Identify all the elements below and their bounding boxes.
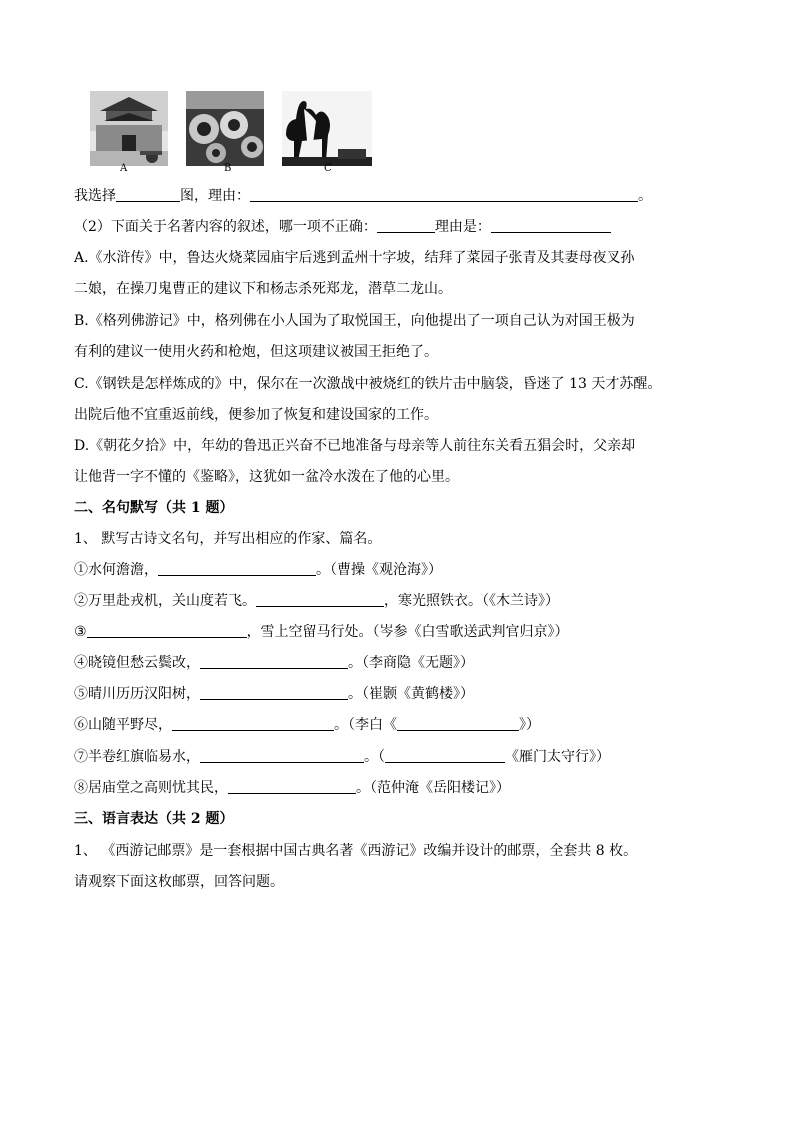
poem-8-text-b: 。（范仲淹《岳阳楼记》） — [356, 780, 510, 796]
poem-1-text-b: 。（曹操《观沧海》） — [316, 562, 442, 578]
image-label-a: A — [120, 163, 128, 174]
poem-3-blank[interactable] — [87, 623, 247, 638]
poem-5-text-a: ⑤晴川历历汉阳树， — [74, 686, 200, 702]
poem-7-author-blank[interactable] — [385, 748, 505, 763]
poem-7-text-c: 《雁门太守行》） — [505, 749, 610, 765]
poem-6-text-a: ⑥山随平野尽， — [74, 717, 172, 733]
poem-1-text-a: ①水何澹澹， — [74, 562, 158, 578]
poem-6-title-blank[interactable] — [397, 716, 519, 731]
q2-mid: 理由是： — [434, 219, 491, 235]
option-a-line2: 二娘，在操刀鬼曹正的建议下和杨志杀死郑龙，潜草二龙山。 — [74, 281, 452, 297]
poem-line-3 — [74, 622, 724, 642]
option-images — [86, 83, 386, 178]
poem-7-text-a: ⑦半卷红旗临易水， — [74, 749, 200, 765]
poem-line-8 — [74, 778, 724, 798]
image-label-c: C — [324, 163, 332, 174]
option-d-line2: 让他背一字不懂的《鉴略》，这犹如一盆冷水泼在了他的心里。 — [74, 469, 459, 485]
section-3-question-1-line2: 请观察下面这枚邮票，回答问题。 — [74, 874, 284, 890]
poem-3-text-a: ③ — [74, 624, 87, 640]
option-c-line2: 出院后他不宜重返前线，便参加了恢复和建设国家的工作。 — [74, 407, 438, 423]
option-c-line1: C.《钢铁是怎样炼成的》中，保尔在一次激战中被烧红的铁片击中脑袋，昏迷了 13 天才苏醒。 — [74, 376, 662, 392]
poem-line-1 — [74, 560, 724, 580]
option-a-line1: A.《水浒传》中，鲁达火烧菜园庙宇后逃到孟州十字坡，结拜了菜园子张青及其妻母夜叉孙 — [74, 250, 635, 266]
q2-line — [74, 217, 724, 237]
poem-6-text-b: 。（李白《 — [334, 717, 397, 733]
q2-answer-blank[interactable] — [377, 218, 435, 233]
poem-line-2 — [74, 591, 724, 611]
option-d-line1: D.《朝花夕拾》中，年幼的鲁迅正兴奋不已地准备与母亲等人前往东关看五猖会时，父亲却 — [74, 438, 636, 454]
gate-tower-image — [90, 91, 168, 166]
poem-8-text-a: ⑧居庙堂之高则忧其民， — [74, 780, 228, 796]
choose-end: 。 — [638, 188, 652, 204]
poem-line-5 — [74, 684, 724, 704]
poem-6-text-c: 》） — [519, 717, 540, 733]
poem-2-blank[interactable] — [256, 592, 384, 607]
poem-line-6 — [74, 715, 724, 735]
section-2-question-1: 1、 默写古诗文名句，并写出相应的作家、篇名。 — [74, 531, 382, 547]
section-2-title: 二、名句默写（共 1 题） — [74, 500, 234, 516]
poem-4-blank[interactable] — [200, 654, 348, 669]
choose-mid: 图，理由： — [180, 188, 250, 204]
poem-5-blank[interactable] — [200, 685, 348, 700]
poem-4-text-b: 。（李商隐《无题》） — [348, 655, 474, 671]
poem-2-text-a: ②万里赴戎机，关山度若飞。 — [74, 593, 256, 609]
poem-line-4 — [74, 653, 724, 673]
poem-3-text-b: ，雪上空留马行处。（岑参《白雪歌送武判官归京》） — [246, 624, 569, 640]
section-3-title: 三、语言表达（共 2 题） — [74, 811, 234, 827]
q2-reason-blank[interactable] — [491, 218, 611, 233]
poem-1-blank[interactable] — [158, 561, 316, 576]
sunflowers-image — [186, 91, 264, 166]
poem-5-text-b: 。（崔颢《黄鹤楼》） — [348, 686, 474, 702]
poem-7-text-b: 。（ — [364, 749, 385, 765]
poem-7-blank[interactable] — [200, 748, 364, 763]
section-3-question-1-line1: 1、 《西游记邮票》是一套根据中国古典名著《西游记》改编并设计的邮票，全套共 8 枚。 — [74, 843, 638, 859]
poem-4-text-a: ④晓镜但愁云鬓改， — [74, 655, 200, 671]
poem-6-blank[interactable] — [172, 716, 334, 731]
choose-line — [74, 186, 724, 206]
q2-prefix: （2）下面关于名著内容的叙述，哪一项不正确： — [74, 219, 377, 235]
reason-blank[interactable] — [250, 187, 638, 202]
choose-prefix: 我选择 — [74, 188, 116, 204]
option-b-line2: 有利的建议一使用火药和枪炮，但这项建议被国王拒绝了。 — [74, 344, 438, 360]
poem-2-text-b: ，寒光照铁衣。（《木兰诗》） — [384, 593, 559, 609]
camel-image — [282, 91, 372, 166]
poem-line-7 — [74, 747, 724, 767]
poem-8-blank[interactable] — [228, 779, 356, 794]
image-label-b: B — [224, 163, 232, 174]
choose-image-blank[interactable] — [116, 187, 180, 202]
option-b-line1: B.《格列佛游记》中，格列佛在小人国为了取悦国王，向他提出了一项自己认为对国王极为 — [74, 313, 635, 329]
